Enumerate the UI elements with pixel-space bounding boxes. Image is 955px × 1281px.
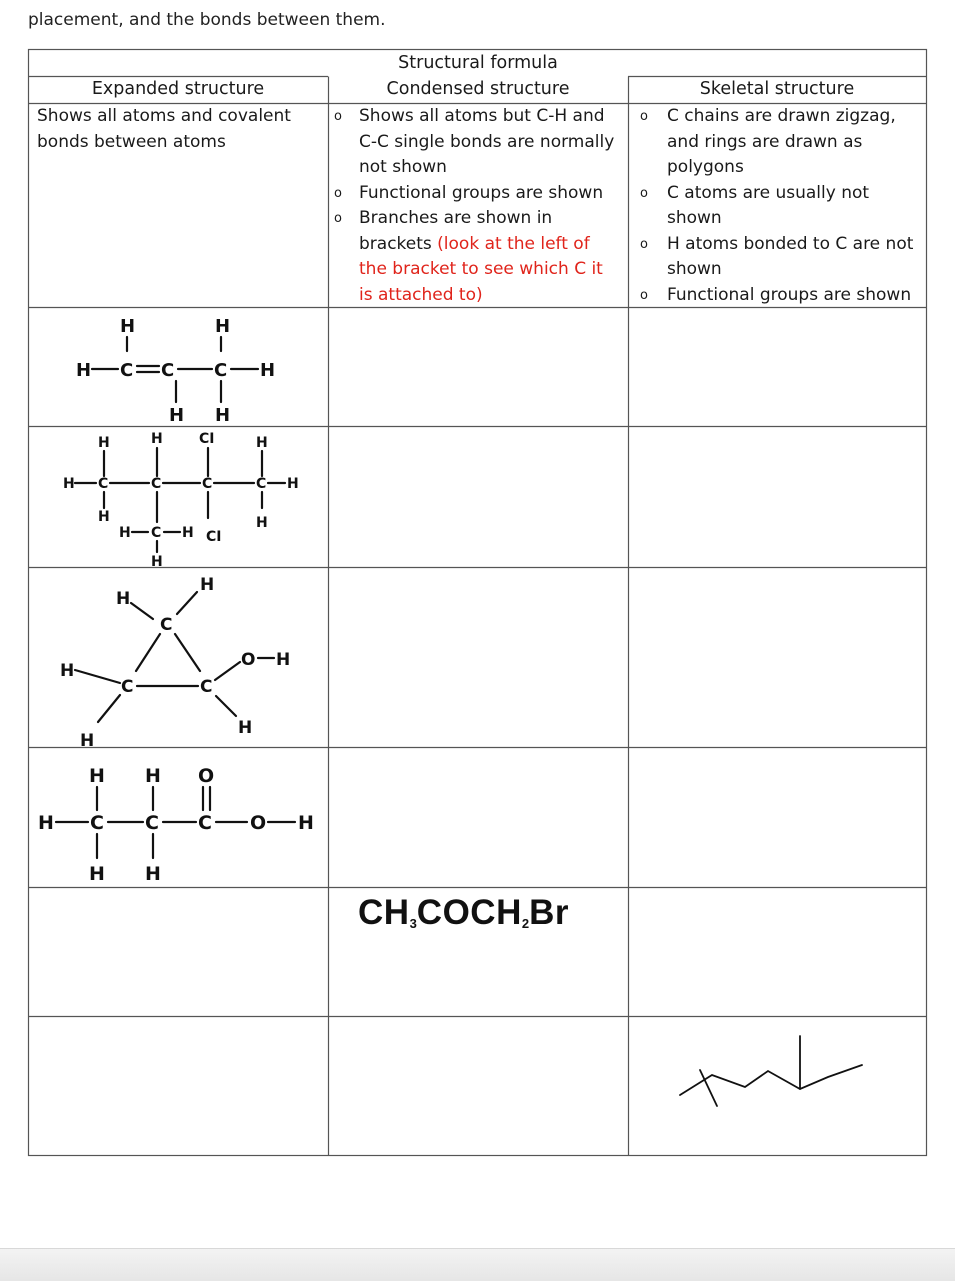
bullet-marker: o: [640, 185, 648, 201]
atom-label: H: [256, 515, 268, 531]
bullet-line: Shows all atoms but C-H and: [359, 106, 605, 126]
bullet-line: and rings are drawn as: [667, 131, 863, 152]
atom-label: H: [145, 863, 161, 885]
atom-label: C: [200, 677, 213, 697]
bullet-marker: o: [334, 185, 342, 201]
atom-label: H: [182, 525, 194, 541]
formula-subscript: 3: [409, 916, 417, 931]
atom-label: C: [161, 360, 175, 381]
bottom-bar: [0, 1248, 955, 1281]
condensed-formula: [358, 893, 569, 933]
atom-label: H: [116, 589, 131, 609]
molecule-dichloro-expanded: [63, 431, 299, 570]
bullet-line: Functional groups are shown: [359, 182, 604, 203]
bullet-note-red: (look at the left of: [437, 233, 590, 254]
bullet-line: H atoms bonded to C are not: [667, 233, 914, 254]
formula-part: COCH: [416, 893, 522, 932]
atom-label: C: [120, 360, 134, 381]
bullet-marker: o: [640, 109, 648, 124]
header-expanded-structure: Expanded structure: [91, 79, 265, 99]
molecule-cyclopropanol-expanded: [60, 575, 290, 751]
bullet-line: shown: [667, 208, 722, 228]
bullet-line: C chains are drawn zigzag,: [667, 106, 896, 126]
bullet-line: shown: [667, 259, 722, 279]
bullet-note-red: the bracket to see which C it: [359, 259, 603, 279]
atom-label: C: [151, 525, 162, 541]
atom-label: H: [38, 812, 54, 834]
bullet-note-red: is attached to): [359, 284, 483, 305]
atom-label: H: [215, 405, 231, 426]
bullet-marker: o: [334, 109, 342, 124]
bullet-line: C atoms are usually not: [667, 182, 870, 203]
atom-label: H: [145, 765, 161, 787]
atom-label: C: [198, 812, 212, 834]
atom-label: C: [256, 476, 267, 492]
bullet-line: not shown: [359, 157, 447, 177]
atom-label: C: [90, 812, 104, 834]
atom-label: H: [89, 765, 105, 787]
atom-label: O: [198, 765, 215, 787]
atom-label: O: [250, 812, 267, 834]
atom-label: H: [260, 360, 276, 381]
atom-label: H: [200, 575, 215, 595]
bullet-marker: o: [640, 287, 648, 303]
atom-label: H: [298, 812, 314, 834]
bullet-line: Branches are shown in: [359, 208, 553, 228]
atom-label: H: [89, 863, 105, 885]
expanded-description-line: Shows all atoms and covalent: [37, 106, 291, 126]
atom-label: H: [60, 661, 75, 681]
formula-subscript: 2: [521, 916, 530, 931]
atom-label: C: [151, 476, 162, 492]
bullet-line: Functional groups are shown: [667, 284, 912, 305]
atom-label: H: [215, 316, 231, 337]
intro-text: placement, and the bonds between them.: [28, 10, 386, 30]
bullet-marker: o: [334, 211, 342, 226]
header-structural-formula: Structural formula: [398, 53, 558, 73]
bullet-text: brackets: [359, 233, 438, 254]
atom-label: H: [238, 718, 253, 738]
atom-label: H: [119, 525, 131, 541]
atom-label: C: [121, 677, 134, 697]
atom-label: CI: [206, 529, 222, 545]
atom-label: CI: [199, 431, 215, 447]
atom-label: C: [145, 812, 159, 834]
atom-label: H: [98, 435, 110, 451]
atom-label: H: [287, 476, 299, 492]
atom-label: C: [202, 476, 213, 492]
formula-part: CH: [358, 893, 410, 932]
header-condensed-structure: Condensed structure: [386, 79, 570, 99]
atom-label: H: [80, 731, 95, 751]
atom-label: C: [98, 476, 109, 492]
formula-part: Br: [529, 893, 569, 932]
atom-label: H: [120, 316, 136, 337]
atom-label: C: [214, 360, 228, 381]
molecule-propene-expanded: [76, 316, 275, 426]
atom-label: O: [241, 650, 256, 670]
atom-label: H: [63, 476, 75, 492]
atom-label: H: [76, 360, 92, 381]
skeletal-structure-drawing: [680, 1036, 862, 1106]
atom-label: H: [256, 435, 268, 451]
atom-label: C: [160, 615, 173, 635]
atom-label: H: [98, 509, 110, 525]
bullet-line: C-C single bonds are normally: [359, 131, 615, 152]
bullet-marker: o: [640, 236, 648, 252]
atom-label: H: [151, 431, 163, 447]
header-skeletal-structure: Skeletal structure: [699, 79, 855, 99]
molecule-acid-expanded: [38, 765, 314, 885]
atom-label: H: [276, 650, 291, 670]
atom-label: H: [151, 554, 163, 570]
bullet-line: polygons: [667, 157, 744, 177]
expanded-description-line: bonds between atoms: [37, 131, 226, 152]
atom-label: H: [169, 405, 185, 426]
